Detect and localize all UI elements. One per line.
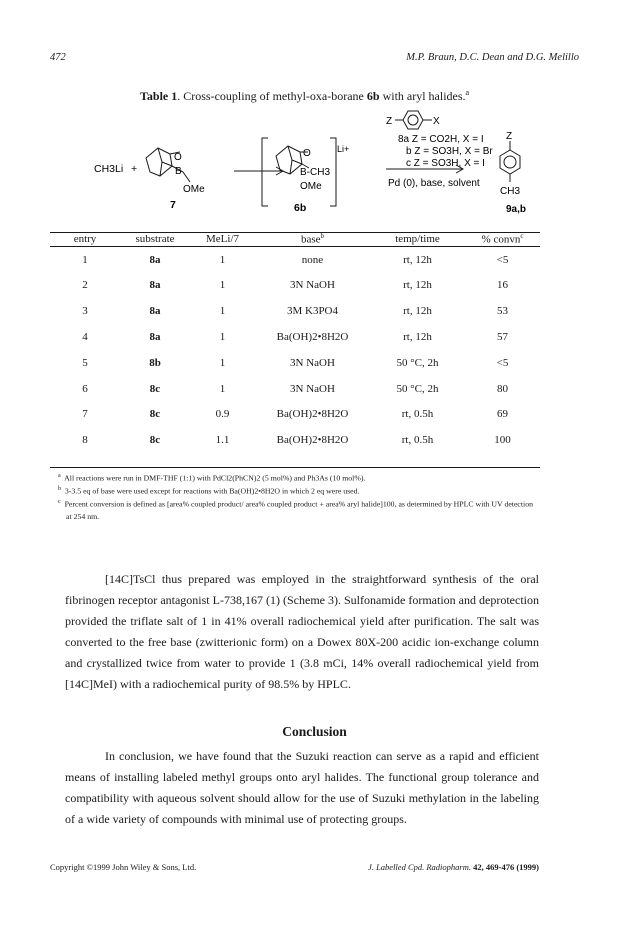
cell-substrate: 8b [149,356,161,369]
cell-meli: 1.1 [215,434,230,447]
header-substrate: substrate [135,232,175,245]
caption-text: . Cross-coupling of methyl-oxa-borane [177,89,367,103]
running-header-authors: M.P. Braun, D.C. Dean and D.G. Melillo [406,52,579,63]
cell-entry: 7 [82,408,88,421]
arrow-1 [234,167,283,175]
conclusion-paragraph: In conclusion, we have found that the Suzuki reaction can serve as a rapid and efficient means of installing labeled methyl groups onto aryl halides. The functional group tolerance and compatibility with aqueous solvent should allow for the use of Suzuki methylation in the labeling of a wide variety of compounds with minimal use of protecting groups. [65,749,539,826]
condition-8a: 8a Z = CO2H, X = I [398,134,484,145]
cell-convn: <5 [496,356,509,369]
product-ch3-label: CH3 [500,186,521,197]
cell-base: none [301,253,324,266]
cell-meli: 1 [219,305,226,318]
condition-8c: c Z = SO3H, X = I [406,158,485,169]
cell-entry: 6 [82,382,88,395]
cell-temp: rt, 12h [403,279,432,292]
cell-substrate: 8a [149,305,161,318]
cell-temp: rt, 0.5h [401,408,434,421]
aryl-x-label: X [433,116,440,127]
body-paragraph: [14C]TsCl thus prepared was employed in the straightforward synthesis of the oral fibrinogen receptor antagonist L-738,167 (1) (Scheme 3). Sulfonamide formation and deprotection provided the triflate salt of 1 in 41% overall radiochemical yield after purification. The salt was converted to the free base (zwitterionic form) on a Dowex 80X-200 acidic ion-exchange column and crystallized twice from water to provide 1 (3.8 mCi, 14% overall radiochemical yield from [14C]MeI) with a radiochemical purity of 98.5% by HPLC. [65,572,539,691]
cell-meli: 1 [219,356,226,369]
cell-substrate: 8a [149,279,161,292]
cell-temp: rt, 12h [403,305,432,318]
cell-temp: rt, 0.5h [401,434,434,447]
cell-meli: 0.9 [215,408,230,421]
cell-entry: 8 [82,434,88,447]
compound-7-label: 7 [170,199,176,211]
footer-copyright: Copyright ©1999 John Wiley & Sons, Ltd. [50,862,197,872]
cell-convn: 80 [497,382,508,395]
table-bottom-rule [50,467,540,468]
header-base: base$^b$ [300,232,325,246]
cell-convn: 100 [494,434,511,447]
table-label: Table 1 [140,89,178,103]
scheme-reagent: CH3Li [94,163,124,175]
cell-convn: 53 [497,305,508,318]
cell-temp: 50 °C, 2h [396,356,439,369]
product-ring [500,141,520,182]
cell-base: Ba(OH)2•8H2O [276,330,349,343]
cell-convn: 57 [497,330,508,343]
results-table [50,232,540,453]
complex-o-label: O [303,148,311,159]
cell-substrate: 8a [149,330,161,343]
cell-entry: 2 [82,279,88,292]
borane-ome-label: OMe [183,184,205,195]
compound-6b-label: 6b [294,202,307,214]
cell-substrate: 8a [149,253,161,266]
header-meli: MeLi/7 [206,232,239,245]
product-z-label: Z [506,131,513,142]
table-caption [140,88,469,104]
condition-8b: b Z = SO3H, X = Br [406,146,493,157]
table-row [50,376,540,402]
table-body [50,246,540,453]
header-temp: temp/time [395,232,440,245]
cell-temp: rt, 12h [403,330,432,343]
scheme-plus: + [131,163,138,175]
cell-base: Ba(OH)2•8H2O [276,408,349,421]
cell-base: Ba(OH)2•8H2O [276,434,349,447]
cell-meli: 1 [219,382,226,395]
cell-substrate: 8c [149,434,161,447]
cell-base: 3N NaOH [290,279,335,292]
footer-citation: J. Labelled Cpd. Radiopharm. 42, 469-476 (1999) [368,862,539,872]
cell-substrate: 8c [149,408,161,421]
cell-temp: rt, 12h [403,253,432,266]
reaction-scheme [0,108,629,230]
cell-entry: 1 [82,253,88,266]
table-row [50,272,540,298]
footnote-a: $^a$ All reactions were run in DMF-THF (1:1) with PdCl2(PhCN)2 (5 mol%) and Ph3As (10 mol%). [58,473,366,483]
table-row [50,401,540,427]
footnotes [58,471,538,522]
borane-7-structure [146,148,190,182]
section-heading-conclusion: Conclusion [282,724,347,739]
cell-meli: 1 [219,279,226,292]
page-number: 472 [50,52,66,63]
aryl-z-label: Z [386,116,393,127]
cell-entry: 4 [82,330,88,343]
aryl-halide-ring [403,111,423,129]
table-row [50,350,540,376]
cell-convn: 16 [497,279,508,292]
table-row [50,246,540,272]
table-row [50,427,540,453]
cell-substrate: 8c [149,382,161,395]
cell-convn: <5 [496,253,509,266]
complex-bracket-left [262,138,268,206]
borane-b-label: B [175,166,182,177]
header-entry: entry [73,232,97,245]
borane-o-label: O [174,152,182,163]
cell-temp: 50 °C, 2h [396,382,439,395]
cell-base: 3M K3PO4 [286,305,339,318]
cell-entry: 3 [82,305,88,318]
table-row [50,324,540,350]
cell-entry: 5 [82,356,88,369]
complex-bch3-label: B-CH3 [300,167,331,178]
cell-convn: 69 [497,408,508,421]
caption-note-mark: a [465,88,470,97]
header-convn: % convn$^c$ [481,232,524,246]
table-row [50,298,540,324]
cell-meli: 1 [219,253,226,266]
footnote-c: $^c$ Percent conversion is defined as [area% coupled product/ area% coupled product + area% aryl halide]100, as determined by HPLC with UV detection at 254 nm. [58,499,534,521]
pd-conditions: Pd (0), base, solvent [388,178,480,189]
cell-meli: 1 [219,330,226,343]
complex-ome-label: OMe [300,181,322,192]
compound-9-label: 9a,b [506,204,527,215]
cell-base: 3N NaOH [290,382,335,395]
complex-bracket-right [330,138,336,206]
caption-compound: 6b [366,89,380,103]
table-header-row [50,232,540,246]
caption-text-end: with aryl halides. [379,89,466,103]
footnote-b: $^b$ 3-3.5 eq of base were used except for reactions with Ba(OH)2•8H2O in which 2 eq were used. [58,486,360,496]
cell-base: 3N NaOH [290,356,335,369]
li-plus-label: Li+ [337,144,350,154]
